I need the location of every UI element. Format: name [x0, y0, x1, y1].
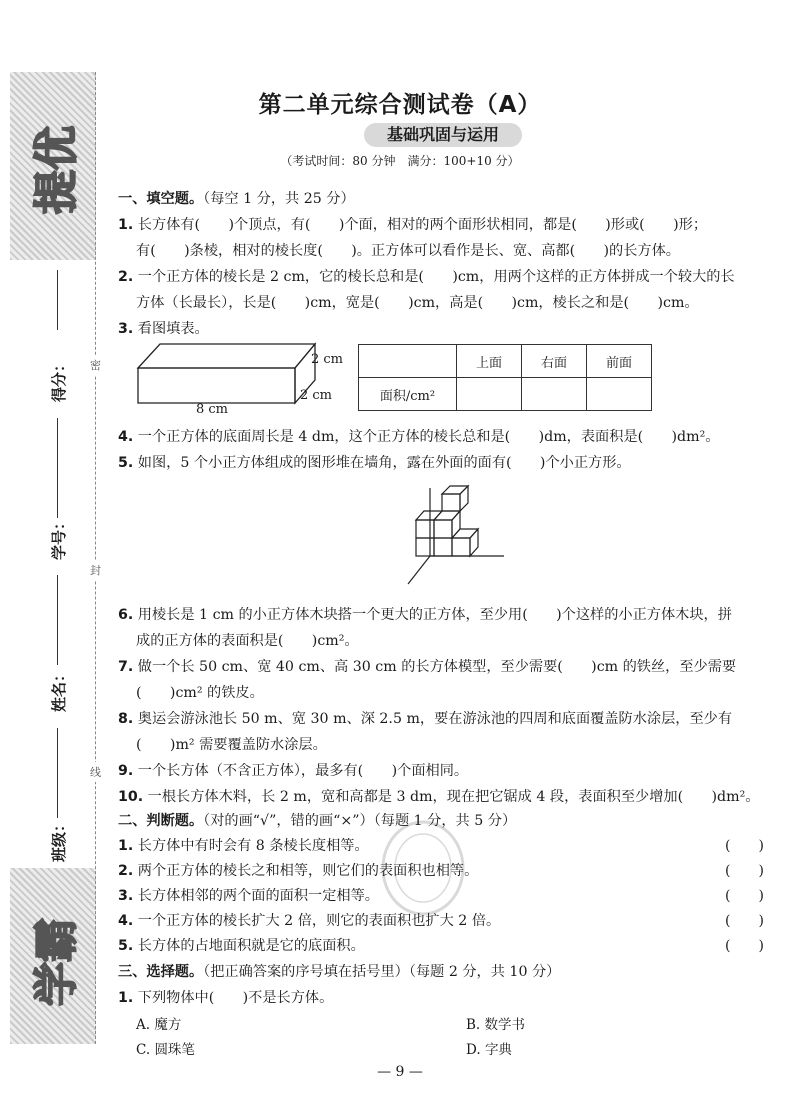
field-line — [57, 728, 58, 818]
table-header-right: 右面 — [522, 345, 587, 378]
page-number: — 9 — — [377, 1064, 423, 1080]
judge-answer-2[interactable]: ( ) — [725, 863, 764, 879]
q7-line2: ( )cm² 的铁皮。 — [136, 685, 264, 701]
q1-line1: 1. 长方体有( )个顶点，有( )个面，相对的两个面形状相同，都是( )形或( )形； — [118, 217, 708, 233]
dim-width: 2 cm — [300, 388, 333, 403]
q8-line1: 8. 奥运会游泳池长 50 m、宽 30 m、深 2.5 m，要在游泳池的四周和底面覆盖防水涂层，至少有 — [118, 711, 733, 727]
table-row-label: 面积/cm² — [359, 378, 457, 411]
watermark-stamp — [378, 818, 468, 918]
class-label: 班级： — [50, 816, 68, 862]
q10-line: 10. 一根长方体木料，长 2 m，宽和高都是 3 dm，现在把它锯成 4 段，表面积至少增加( )dm²。 — [118, 789, 760, 805]
option-a[interactable]: A. 魔方 — [136, 1017, 182, 1033]
q4-line: 4. 一个正方体的底面周长是 4 dm，这个正方体的棱长总和是( )dm，表面积是( )dm²。 — [118, 429, 720, 445]
corner-cubes-figure — [400, 484, 510, 594]
table-header-front: 前面 — [587, 345, 652, 378]
judge-item-1: 1. 长方体中有时会有 8 条棱长度相等。 — [118, 838, 369, 854]
exam-info: （考试时间：80 分钟 满分：100+10 分） — [280, 154, 520, 168]
table-cell[interactable] — [457, 378, 522, 411]
section1-heading: 一、填空题。（每空 1 分，共 25 分） — [118, 191, 355, 207]
page-title: 第二单元综合测试卷（A） — [258, 92, 542, 118]
judge-item-4: 4. 一个正方体的棱长扩大 2 倍，则它的表面积也扩大 2 倍。 — [118, 913, 501, 929]
name-label: 姓名： — [50, 666, 68, 712]
option-d[interactable]: D. 字典 — [466, 1042, 512, 1058]
area-table — [358, 344, 652, 411]
cuboid-figure — [130, 338, 345, 418]
q3-line: 3. 看图填表。 — [118, 321, 209, 337]
dim-length: 8 cm — [196, 402, 229, 417]
dim-height: 2 cm — [311, 352, 344, 367]
option-c[interactable]: C. 圆珠笔 — [136, 1042, 195, 1058]
student-id-label: 学号： — [50, 514, 68, 560]
subtitle-badge: 基础巩固与运用 — [364, 123, 522, 147]
judge-item-2: 2. 两个正方体的棱长之和相等，则它们的表面积也相等。 — [118, 863, 479, 879]
fold-mark-3: 线 — [90, 762, 101, 782]
judge-answer-5[interactable]: ( ) — [725, 938, 764, 954]
q6-line2: 成的正方体的表面积是( )cm²。 — [136, 633, 359, 649]
section2-heading: 二、判断题。（对的画“√”，错的画“×”）（每题 1 分，共 5 分） — [118, 813, 517, 829]
cut-line — [95, 72, 96, 1044]
q5-line: 5. 如图，5 个小正方体组成的图形堆在墙角，露在外面的面有( )个小正方形。 — [118, 455, 631, 471]
brand-bottom: 学霸 — [31, 918, 82, 1006]
brand-top: 提优 — [31, 126, 82, 214]
q2-line2: 方体（长最长），长是( )cm，宽是( )cm，高是( )cm，棱长之和是( )cm。 — [136, 295, 699, 311]
q1-line2: 有( )条棱，相对的棱长度( )。正方体可以看作是长、宽、高都( )的长方体。 — [136, 243, 680, 259]
judge-item-3: 3. 长方体相邻的两个面的面积一定相等。 — [118, 888, 379, 904]
judge-answer-1[interactable]: ( ) — [725, 838, 764, 854]
fold-mark-2: 封 — [90, 560, 101, 580]
table-cell[interactable] — [587, 378, 652, 411]
option-b[interactable]: B. 数学书 — [466, 1017, 526, 1033]
choice-q1: 1. 下列物体中( )不是长方体。 — [118, 990, 334, 1006]
field-line — [57, 575, 58, 665]
judge-answer-4[interactable]: ( ) — [725, 913, 764, 929]
judge-answer-3[interactable]: ( ) — [725, 888, 764, 904]
score-label: 得分： — [50, 356, 68, 402]
table-header-top: 上面 — [457, 345, 522, 378]
field-line — [57, 418, 58, 518]
field-line — [57, 270, 58, 330]
judge-item-5: 5. 长方体的占地面积就是它的底面积。 — [118, 938, 365, 954]
section3-heading: 三、选择题。（把正确答案的序号填在括号里）（每题 2 分，共 10 分） — [118, 964, 561, 980]
q7-line1: 7. 做一个长 50 cm、宽 40 cm、高 30 cm 的长方体模型，至少需要( )cm 的铁丝，至少需要 — [118, 659, 737, 675]
q6-line1: 6. 用棱长是 1 cm 的小正方体木块搭一个更大的正方体，至少用( )个这样的小正方体木块，拼 — [118, 607, 732, 623]
q8-line2: ( )m² 需要覆盖防水涂层。 — [136, 737, 327, 753]
q2-line1: 2. 一个正方体的棱长是 2 cm，它的棱长总和是( )cm，用两个这样的正方体拼成一个较大的长 — [118, 269, 735, 285]
q9-line: 9. 一个长方体（不含正方体），最多有( )个面相同。 — [118, 763, 469, 779]
table-cell[interactable] — [522, 378, 587, 411]
fold-mark-1: 密 — [90, 355, 101, 375]
